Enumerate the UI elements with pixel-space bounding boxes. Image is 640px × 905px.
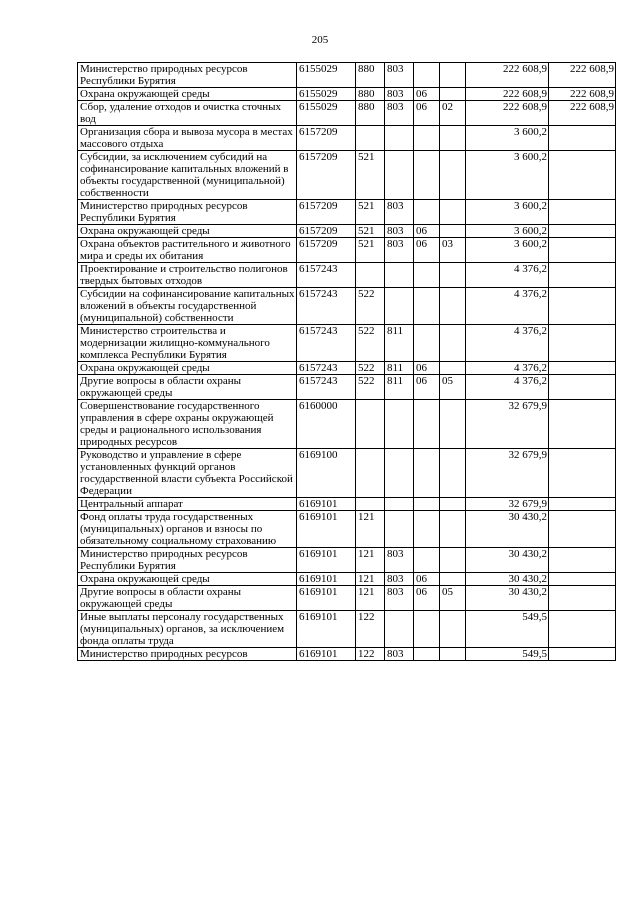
target-code-cell: 6169101 [297, 498, 356, 511]
subsection-cell [440, 511, 466, 548]
target-code-cell: 6157243 [297, 362, 356, 375]
item-name-cell: Руководство и управление в сфере установленных функций органов государственной власти субъекта Российской Федерации [78, 449, 297, 498]
administrator-cell: 811 [385, 375, 414, 400]
target-code-cell: 6169100 [297, 449, 356, 498]
target-code-cell: 6155029 [297, 101, 356, 126]
section-cell: 06 [414, 375, 440, 400]
table-row [78, 263, 616, 288]
item-name-cell: Центральный аппарат [78, 498, 297, 511]
amount-2-cell [549, 586, 616, 611]
item-name-cell: Другие вопросы в области охраны окружающей среды [78, 586, 297, 611]
section-cell: 06 [414, 238, 440, 263]
table-row [78, 126, 616, 151]
expense-type-cell [356, 498, 385, 511]
expense-type-cell: 522 [356, 288, 385, 325]
amount-cell: 32 679,9 [466, 449, 549, 498]
table-row [78, 375, 616, 400]
amount-cell: 32 679,9 [466, 498, 549, 511]
amount-cell: 3 600,2 [466, 225, 549, 238]
amount-cell: 4 376,2 [466, 263, 549, 288]
item-name-cell: Проектирование и строительство полигонов твердых бытовых отходов [78, 263, 297, 288]
amount-2-cell [549, 325, 616, 362]
subsection-cell: 02 [440, 101, 466, 126]
administrator-cell: 803 [385, 586, 414, 611]
expense-type-cell [356, 126, 385, 151]
section-cell [414, 63, 440, 88]
subsection-cell [440, 63, 466, 88]
table-row [78, 151, 616, 200]
target-code-cell: 6169101 [297, 648, 356, 661]
amount-cell: 222 608,9 [466, 101, 549, 126]
item-name-cell: Субсидии, за исключением субсидий на софинансирование капитальных вложений в объекты государственной (муниципальной) собственности [78, 151, 297, 200]
administrator-cell [385, 263, 414, 288]
administrator-cell: 811 [385, 362, 414, 375]
item-name-cell: Министерство строительства и модернизации жилищно-коммунального комплекса Республики Бурятия [78, 325, 297, 362]
amount-cell: 30 430,2 [466, 586, 549, 611]
administrator-cell: 803 [385, 225, 414, 238]
target-code-cell: 6169101 [297, 586, 356, 611]
target-code-cell: 6157243 [297, 375, 356, 400]
table-row [78, 648, 616, 661]
section-cell [414, 200, 440, 225]
administrator-cell [385, 126, 414, 151]
administrator-cell [385, 151, 414, 200]
budget-table [77, 62, 616, 661]
item-name-cell: Совершенствование государственного управления в сфере охраны окружающей среды и рационального использования природных ресурсов [78, 400, 297, 449]
table-row [78, 573, 616, 586]
subsection-cell [440, 225, 466, 238]
section-cell [414, 611, 440, 648]
amount-2-cell [549, 263, 616, 288]
section-cell: 06 [414, 362, 440, 375]
amount-2-cell [549, 126, 616, 151]
administrator-cell: 803 [385, 101, 414, 126]
subsection-cell [440, 498, 466, 511]
amount-cell: 549,5 [466, 648, 549, 661]
section-cell [414, 511, 440, 548]
subsection-cell: 03 [440, 238, 466, 263]
target-code-cell: 6155029 [297, 63, 356, 88]
expense-type-cell: 521 [356, 200, 385, 225]
table-row [78, 586, 616, 611]
subsection-cell [440, 288, 466, 325]
target-code-cell: 6157209 [297, 238, 356, 263]
target-code-cell: 6169101 [297, 511, 356, 548]
target-code-cell: 6157209 [297, 126, 356, 151]
section-cell: 06 [414, 586, 440, 611]
administrator-cell [385, 611, 414, 648]
amount-cell: 549,5 [466, 611, 549, 648]
subsection-cell [440, 88, 466, 101]
subsection-cell [440, 362, 466, 375]
subsection-cell: 05 [440, 586, 466, 611]
amount-2-cell: 222 608,9 [549, 101, 616, 126]
item-name-cell: Другие вопросы в области охраны окружающей среды [78, 375, 297, 400]
expense-type-cell: 121 [356, 511, 385, 548]
table-row [78, 548, 616, 573]
subsection-cell [440, 126, 466, 151]
item-name-cell: Министерство природных ресурсов Республики Бурятия [78, 548, 297, 573]
section-cell: 06 [414, 573, 440, 586]
expense-type-cell: 121 [356, 548, 385, 573]
item-name-cell: Организация сбора и вывоза мусора в местах массового отдыха [78, 126, 297, 151]
expense-type-cell: 880 [356, 63, 385, 88]
amount-2-cell [549, 548, 616, 573]
section-cell [414, 263, 440, 288]
amount-cell: 4 376,2 [466, 288, 549, 325]
amount-2-cell [549, 449, 616, 498]
expense-type-cell: 522 [356, 375, 385, 400]
expense-type-cell: 521 [356, 151, 385, 200]
subsection-cell [440, 325, 466, 362]
section-cell [414, 648, 440, 661]
expense-type-cell: 522 [356, 362, 385, 375]
expense-type-cell [356, 449, 385, 498]
table-row [78, 288, 616, 325]
section-cell [414, 288, 440, 325]
target-code-cell: 6169101 [297, 548, 356, 573]
amount-2-cell: 222 608,9 [549, 63, 616, 88]
item-name-cell: Охрана окружающей среды [78, 225, 297, 238]
section-cell: 06 [414, 101, 440, 126]
administrator-cell: 803 [385, 548, 414, 573]
amount-2-cell [549, 400, 616, 449]
subsection-cell [440, 548, 466, 573]
section-cell [414, 126, 440, 151]
table-row [78, 200, 616, 225]
item-name-cell: Охрана окружающей среды [78, 88, 297, 101]
amount-2-cell [549, 498, 616, 511]
page-number: 205 [311, 34, 329, 46]
table-row [78, 449, 616, 498]
target-code-cell: 6157209 [297, 151, 356, 200]
administrator-cell [385, 511, 414, 548]
section-cell [414, 325, 440, 362]
item-name-cell: Охрана окружающей среды [78, 362, 297, 375]
amount-2-cell [549, 573, 616, 586]
amount-2-cell [549, 200, 616, 225]
subsection-cell [440, 573, 466, 586]
amount-cell: 3 600,2 [466, 200, 549, 225]
subsection-cell: 05 [440, 375, 466, 400]
item-name-cell: Охрана объектов растительного и животного мира и среды их обитания [78, 238, 297, 263]
section-cell [414, 498, 440, 511]
subsection-cell [440, 200, 466, 225]
item-name-cell: Министерство природных ресурсов Республики Бурятия [78, 200, 297, 225]
subsection-cell [440, 611, 466, 648]
target-code-cell: 6157243 [297, 263, 356, 288]
section-cell [414, 548, 440, 573]
item-name-cell: Иные выплаты персоналу государственных (муниципальных) органов, за исключением фонда оплаты труда [78, 611, 297, 648]
item-name-cell: Субсидии на софинансирование капитальных вложений в объекты государственной (муниципальной) собственности [78, 288, 297, 325]
section-cell [414, 400, 440, 449]
amount-2-cell [549, 151, 616, 200]
table-row [78, 498, 616, 511]
table-row [78, 63, 616, 88]
amount-cell: 4 376,2 [466, 375, 549, 400]
amount-cell: 4 376,2 [466, 362, 549, 375]
target-code-cell: 6157209 [297, 225, 356, 238]
target-code-cell: 6157209 [297, 200, 356, 225]
expense-type-cell: 122 [356, 611, 385, 648]
amount-2-cell: 222 608,9 [549, 88, 616, 101]
table-row [78, 88, 616, 101]
item-name-cell: Сбор, удаление отходов и очистка сточных вод [78, 101, 297, 126]
table-row [78, 101, 616, 126]
administrator-cell: 803 [385, 238, 414, 263]
table-row [78, 362, 616, 375]
amount-2-cell [549, 362, 616, 375]
target-code-cell: 6169101 [297, 573, 356, 586]
section-cell: 06 [414, 225, 440, 238]
administrator-cell [385, 288, 414, 325]
item-name-cell: Министерство природных ресурсов Республики Бурятия [78, 63, 297, 88]
administrator-cell: 803 [385, 200, 414, 225]
subsection-cell [440, 400, 466, 449]
amount-2-cell [549, 648, 616, 661]
amount-2-cell [549, 611, 616, 648]
subsection-cell [440, 449, 466, 498]
target-code-cell: 6157243 [297, 325, 356, 362]
target-code-cell: 6155029 [297, 88, 356, 101]
amount-cell: 30 430,2 [466, 511, 549, 548]
amount-cell: 222 608,9 [466, 88, 549, 101]
administrator-cell: 811 [385, 325, 414, 362]
amount-cell: 3 600,2 [466, 238, 549, 263]
administrator-cell: 803 [385, 648, 414, 661]
amount-cell: 3 600,2 [466, 151, 549, 200]
amount-2-cell [549, 225, 616, 238]
expense-type-cell: 522 [356, 325, 385, 362]
table-row [78, 238, 616, 263]
administrator-cell: 803 [385, 573, 414, 586]
table-row [78, 325, 616, 362]
table-row [78, 611, 616, 648]
administrator-cell [385, 449, 414, 498]
amount-cell: 3 600,2 [466, 126, 549, 151]
administrator-cell [385, 498, 414, 511]
table-row [78, 225, 616, 238]
section-cell: 06 [414, 88, 440, 101]
amount-cell: 32 679,9 [466, 400, 549, 449]
amount-2-cell [549, 238, 616, 263]
expense-type-cell: 121 [356, 573, 385, 586]
amount-cell: 30 430,2 [466, 573, 549, 586]
subsection-cell [440, 648, 466, 661]
administrator-cell [385, 400, 414, 449]
target-code-cell: 6169101 [297, 611, 356, 648]
budget-table-body [78, 63, 616, 661]
table-row [78, 400, 616, 449]
expense-type-cell: 880 [356, 101, 385, 126]
item-name-cell: Охрана окружающей среды [78, 573, 297, 586]
table-row [78, 511, 616, 548]
amount-cell: 4 376,2 [466, 325, 549, 362]
expense-type-cell: 121 [356, 586, 385, 611]
subsection-cell [440, 263, 466, 288]
expense-type-cell: 521 [356, 225, 385, 238]
amount-2-cell [549, 288, 616, 325]
administrator-cell: 803 [385, 63, 414, 88]
section-cell [414, 151, 440, 200]
target-code-cell: 6157243 [297, 288, 356, 325]
amount-2-cell [549, 375, 616, 400]
expense-type-cell: 521 [356, 238, 385, 263]
item-name-cell: Фонд оплаты труда государственных (муниципальных) органов и взносы по обязательному социальному страхованию [78, 511, 297, 548]
amount-cell: 30 430,2 [466, 548, 549, 573]
section-cell [414, 449, 440, 498]
expense-type-cell: 122 [356, 648, 385, 661]
target-code-cell: 6160000 [297, 400, 356, 449]
expense-type-cell: 880 [356, 88, 385, 101]
amount-2-cell [549, 511, 616, 548]
administrator-cell: 803 [385, 88, 414, 101]
subsection-cell [440, 151, 466, 200]
amount-cell: 222 608,9 [466, 63, 549, 88]
expense-type-cell [356, 400, 385, 449]
item-name-cell: Министерство природных ресурсов [78, 648, 297, 661]
expense-type-cell [356, 263, 385, 288]
